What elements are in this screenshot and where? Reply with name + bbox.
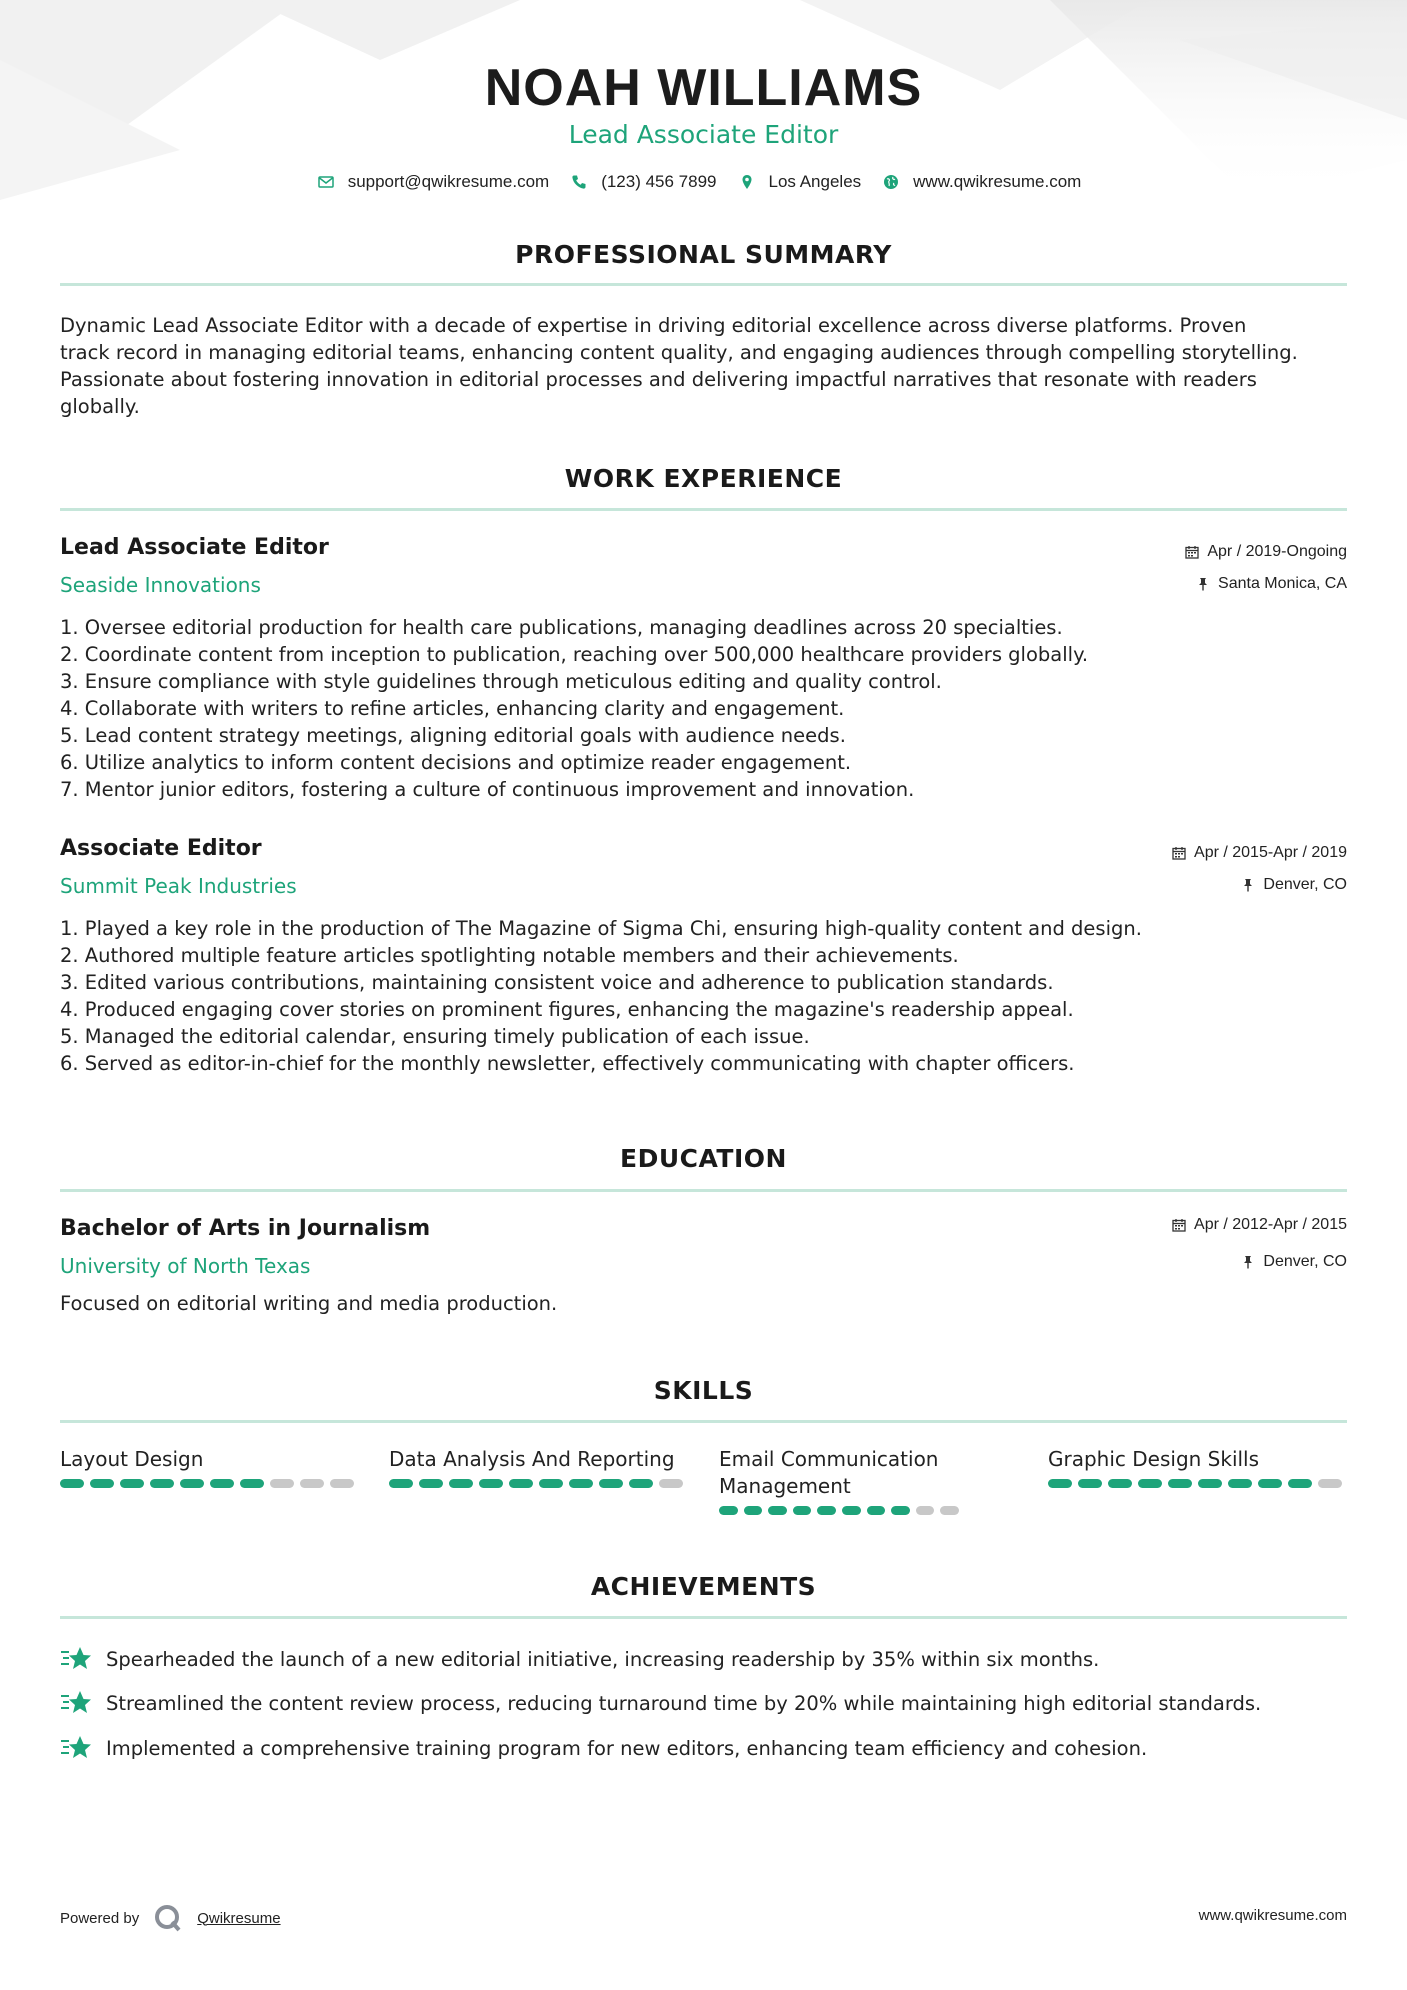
job-responsibilities [60, 915, 1350, 1077]
list-item: 2. Coordinate content from inception to publication, reaching over 500,000 healthcare providers globally. [60, 643, 1089, 666]
skill-dot-filled [891, 1506, 910, 1515]
skill-dot-filled [180, 1479, 204, 1488]
achievement-text: Streamlined the content review process, reducing turnaround time by 20% while maintaining high editorial standards. [106, 1691, 1262, 1715]
star-icon [60, 1734, 92, 1762]
summary-heading: PROFESSIONAL SUMMARY [515, 240, 892, 269]
achievement-item [60, 1645, 1099, 1673]
degree-title: Bachelor of Arts in Journalism [60, 1216, 431, 1241]
skill-dot-filled [744, 1506, 763, 1515]
skill-dot-filled [1168, 1479, 1192, 1488]
education-dates: Apr / 2012-Apr / 2015 [1172, 1216, 1347, 1234]
list-item: 3. Edited various contributions, maintaining consistent voice and adherence to publication standards. [60, 971, 1054, 994]
location-text: Los Angeles [768, 172, 862, 191]
education-heading: EDUCATION [620, 1144, 787, 1173]
achievements-heading: ACHIEVEMENTS [590, 1572, 817, 1601]
email-text: support@qwikresume.com [347, 172, 550, 191]
skill-dot-filled [1108, 1479, 1132, 1488]
candidate-role: Lead Associate Editor [568, 120, 839, 149]
contact-email[interactable] [318, 172, 550, 192]
map-marker-icon [739, 174, 755, 190]
phone-text: (123) 456 7899 [601, 172, 717, 191]
achievements-divider [60, 1616, 1347, 1619]
footer-branding [60, 1903, 281, 1933]
job-company: Summit Peak Industries [60, 874, 297, 898]
skills-divider [60, 1420, 1347, 1423]
skill-name: Email Communication Management [719, 1447, 939, 1498]
skill-dot-empty [940, 1506, 959, 1515]
star-icon [60, 1689, 92, 1717]
job-responsibilities [60, 614, 1350, 803]
skill-dot-filled [509, 1479, 533, 1488]
calendar-icon [1172, 846, 1186, 860]
skill-dot-filled [1258, 1479, 1282, 1488]
summary-line: globally. [60, 395, 140, 418]
skill-dot-filled [1288, 1479, 1312, 1488]
skill-item [389, 1446, 689, 1488]
skill-dot-filled [1048, 1479, 1072, 1488]
star-icon [60, 1645, 92, 1673]
summary-line: Dynamic Lead Associate Editor with a decade of expertise in driving editorial excellence across diverse platforms. Proven [60, 314, 1247, 337]
list-item: 5. Lead content strategy meetings, aligning editorial goals with audience needs. [60, 724, 846, 747]
skill-dot-filled [793, 1506, 812, 1515]
calendar-icon [1185, 545, 1199, 559]
calendar-icon [1172, 1218, 1186, 1232]
achievement-text: Spearheaded the launch of a new editorial initiative, increasing readership by 35% within six months. [106, 1647, 1100, 1671]
contact-bar [0, 172, 1407, 192]
list-item: 5. Managed the editorial calendar, ensuring timely publication of each issue. [60, 1025, 810, 1048]
globe-icon [883, 174, 899, 190]
summary-line: Passionate about fostering innovation in editorial processes and delivering impactful narratives that resonate with readers [60, 368, 1257, 391]
pushpin-icon [1241, 878, 1255, 892]
pushpin-icon [1241, 1255, 1255, 1269]
skill-dot-filled [599, 1479, 623, 1488]
summary-divider [60, 283, 1347, 286]
envelope-icon [318, 174, 334, 190]
skill-dot-empty [330, 1479, 354, 1488]
skill-dot-filled [240, 1479, 264, 1488]
job-dates: Apr / 2015-Apr / 2019 [1172, 844, 1347, 862]
skill-item [719, 1446, 959, 1515]
skill-dot-filled [479, 1479, 503, 1488]
skill-name: Graphic Design Skills [1048, 1447, 1260, 1471]
skill-dot-filled [419, 1479, 443, 1488]
education-description: Focused on editorial writing and media production. [60, 1292, 558, 1315]
skill-dot-filled [629, 1479, 653, 1488]
summary-line: track record in managing editorial teams, enhancing content quality, and engaging audiences through compelling storytelling. [60, 341, 1298, 364]
contact-phone[interactable] [571, 172, 716, 192]
skill-dot-empty [659, 1479, 683, 1488]
experience-divider [60, 508, 1347, 511]
skill-name: Data Analysis And Reporting [389, 1447, 675, 1471]
skill-rating [719, 1506, 959, 1515]
skill-dot-empty [270, 1479, 294, 1488]
contact-website[interactable] [883, 172, 1081, 192]
skill-dot-filled [817, 1506, 836, 1515]
skill-dot-filled [1138, 1479, 1162, 1488]
list-item: 6. Utilize analytics to inform content decisions and optimize reader engagement. [60, 751, 852, 774]
skill-item [1048, 1446, 1348, 1488]
skill-dot-empty [916, 1506, 935, 1515]
job-location: Denver, CO [1241, 876, 1347, 894]
skill-dot-filled [867, 1506, 886, 1515]
list-item: 6. Served as editor-in-chief for the monthly newsletter, effectively communicating with chapter officers. [60, 1052, 1075, 1075]
job-company: Seaside Innovations [60, 573, 261, 597]
job-title: Associate Editor [60, 836, 262, 861]
skill-dot-filled [1078, 1479, 1102, 1488]
skill-rating [1048, 1479, 1348, 1488]
qwikresume-logo-icon [153, 1903, 183, 1933]
skill-item [60, 1446, 360, 1488]
contact-location [739, 172, 862, 192]
skill-dot-filled [768, 1506, 787, 1515]
powered-by-label: Powered by [60, 1909, 140, 1927]
list-item: 4. Collaborate with writers to refine articles, enhancing clarity and engagement. [60, 697, 845, 720]
skill-dot-filled [150, 1479, 174, 1488]
list-item: 3. Ensure compliance with style guidelines through meticulous editing and quality control. [60, 670, 942, 693]
brand-link[interactable]: Qwikresume [197, 1909, 281, 1927]
footer-website[interactable]: www.qwikresume.com [1198, 1907, 1347, 1924]
achievement-item [60, 1689, 1261, 1717]
skill-dot-filled [1198, 1479, 1222, 1488]
job-title: Lead Associate Editor [60, 535, 329, 560]
website-text: www.qwikresume.com [913, 172, 1082, 191]
skill-dot-filled [1228, 1479, 1252, 1488]
skill-rating [389, 1479, 689, 1488]
skill-dot-filled [90, 1479, 114, 1488]
job-location: Santa Monica, CA [1196, 575, 1347, 593]
education-divider [60, 1189, 1347, 1192]
school-name: University of North Texas [60, 1254, 311, 1278]
skill-dot-filled [449, 1479, 473, 1488]
skill-dot-filled [569, 1479, 593, 1488]
skill-dot-filled [210, 1479, 234, 1488]
pushpin-icon [1196, 577, 1210, 591]
skill-rating [60, 1479, 360, 1488]
list-item: 7. Mentor junior editors, fostering a culture of continuous improvement and innovation. [60, 778, 915, 801]
skills-heading: SKILLS [653, 1376, 754, 1405]
phone-icon [571, 174, 587, 190]
achievement-text: Implemented a comprehensive training program for new editors, enhancing team efficiency and cohesion. [106, 1736, 1148, 1760]
skill-dot-filled [389, 1479, 413, 1488]
job-dates: Apr / 2019-Ongoing [1185, 543, 1347, 561]
achievement-item [60, 1734, 1147, 1762]
skill-dot-empty [300, 1479, 324, 1488]
candidate-name: NOAH WILLIAMS [484, 59, 923, 117]
skill-name: Layout Design [60, 1447, 204, 1471]
list-item: 1. Oversee editorial production for health care publications, managing deadlines across 20 specialties. [60, 616, 1063, 639]
skill-dot-filled [842, 1506, 861, 1515]
list-item: 2. Authored multiple feature articles spotlighting notable members and their achievements. [60, 944, 959, 967]
skill-dot-empty [1318, 1479, 1342, 1488]
skill-dot-filled [120, 1479, 144, 1488]
summary-text [60, 312, 1350, 420]
list-item: 4. Produced engaging cover stories on prominent figures, enhancing the magazine's readership appeal. [60, 998, 1074, 1021]
list-item: 1. Played a key role in the production of The Magazine of Sigma Chi, ensuring high-quality content and design. [60, 917, 1142, 940]
experience-heading: WORK EXPERIENCE [564, 464, 843, 493]
skill-dot-filled [719, 1506, 738, 1515]
skill-dot-filled [60, 1479, 84, 1488]
skill-dot-filled [539, 1479, 563, 1488]
education-location: Denver, CO [1241, 1253, 1347, 1271]
